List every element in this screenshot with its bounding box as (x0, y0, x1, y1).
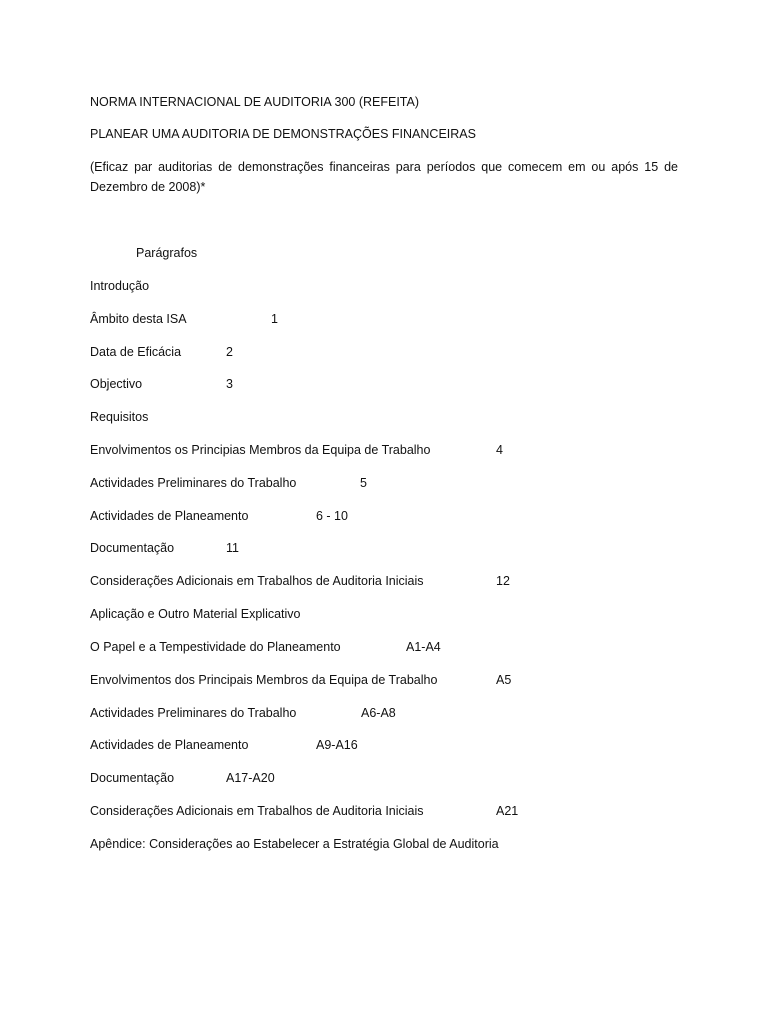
toc-item-label: Actividades de Planeamento (90, 509, 249, 523)
toc-item-ref: A17-A20 (226, 771, 275, 785)
toc-item-label: Âmbito desta ISA (90, 312, 187, 326)
toc-item-label: Envolvimentos os Principias Membros da Equipa de Trabalho (90, 443, 431, 457)
toc-item-ref: 6 - 10 (316, 509, 348, 523)
document-subtitle: PLANEAR UMA AUDITORIA DE DEMONSTRAÇÕES FINANCEIRAS (90, 127, 476, 141)
toc-item-label: Documentação (90, 771, 175, 785)
toc-item-label: Considerações Adicionais em Trabalhos de Auditoria Iniciais (90, 574, 424, 588)
toc-item-ref: A1-A4 (406, 640, 441, 654)
toc-item-ref: 11 (226, 541, 239, 555)
toc-item-label: Actividades Preliminares do Trabalho (90, 706, 297, 720)
toc-item-label: Documentação (90, 541, 175, 555)
toc-section-requirements: Requisitos (90, 410, 149, 424)
toc-item-label: Objectivo (90, 377, 143, 391)
document-title: NORMA INTERNACIONAL DE AUDITORIA 300 (REFEITA) (90, 95, 419, 109)
toc-item-ref: 4 (496, 443, 503, 457)
toc-item-ref: A6-A8 (361, 706, 396, 720)
toc-item-ref: 1 (271, 312, 278, 326)
toc-item-label: Actividades de Planeamento (90, 738, 249, 752)
toc-appendix: Apêndice: Considerações ao Estabelecer a Estratégia Global de Auditoria (90, 837, 499, 851)
toc-item-label: Considerações Adicionais em Trabalhos de Auditoria Iniciais (90, 804, 424, 818)
toc-section-introduction: Introdução (90, 279, 150, 293)
toc-item-ref: 12 (496, 574, 510, 588)
toc-item-ref: 5 (360, 476, 367, 490)
toc-item-label: Data de Eficácia (90, 345, 182, 359)
toc-item-ref: 2 (226, 345, 233, 359)
toc-item-ref: A9-A16 (316, 738, 358, 752)
toc-item-ref: A21 (496, 804, 519, 818)
paragraphs-header: Parágrafos (136, 246, 198, 260)
toc-item-label: Actividades Preliminares do Trabalho (90, 476, 297, 490)
effective-date-note: (Eficaz par auditorias de demonstrações financeiras para períodos que comecem em ou após 15 de Dezembro de 2008)* (90, 160, 678, 194)
toc-item-label: Envolvimentos dos Principais Membros da Equipa de Trabalho (90, 673, 438, 687)
toc-item-ref: A5 (496, 673, 512, 687)
toc-item-label: O Papel e a Tempestividade do Planeamento (90, 640, 341, 654)
toc-item-ref: 3 (226, 377, 233, 391)
toc-section-application: Aplicação e Outro Material Explicativo (90, 607, 301, 621)
